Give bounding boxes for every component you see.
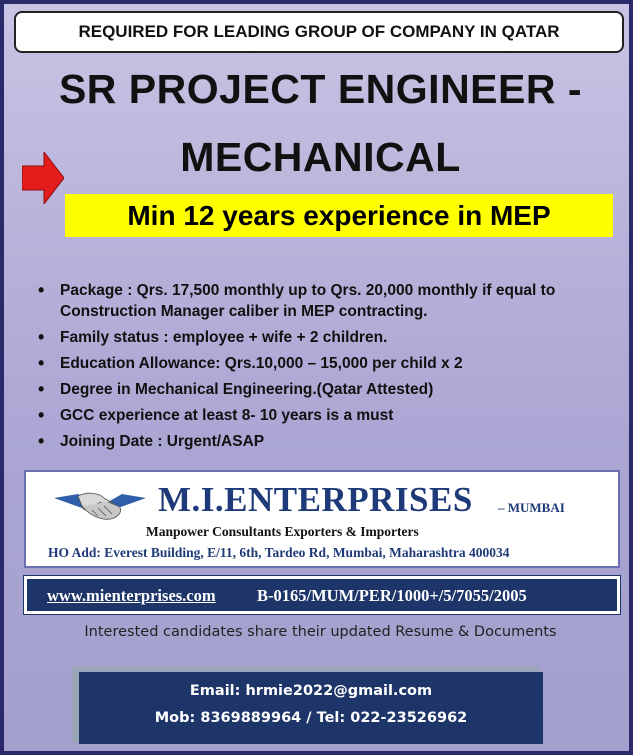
list-item: • Education Allowance: Qrs.10,000 – 15,000 per child x 2 — [34, 353, 614, 374]
company-tagline: Manpower Consultants Exporters & Importers — [146, 524, 419, 539]
banner-text: REQUIRED FOR LEADING GROUP OF COMPANY IN QATAR — [78, 22, 560, 41]
red-arrow-icon — [22, 152, 64, 204]
website-link[interactable]: www.mienterprises.com — [47, 586, 216, 605]
company-location: – MUMBAI — [498, 500, 565, 515]
contact-box — [79, 672, 543, 744]
company-name: M.I.ENTERPRISES — [158, 480, 473, 519]
website-bar — [24, 576, 620, 614]
company-box — [24, 470, 620, 568]
registration-number: B-0165/MUM/PER/1000+/5/7055/2005 — [257, 586, 527, 605]
experience-text: Min 12 years experience in MEP — [127, 199, 551, 231]
list-item: • GCC experience at least 8- 10 years is a must — [34, 405, 614, 426]
interest-text: Interested candidates share their updated Resume & Documents — [84, 624, 557, 640]
phone-line[interactable]: Mob: 8369889964 / Tel: 022-23526962 — [154, 710, 468, 726]
list-item: • Joining Date : Urgent/ASAP — [34, 431, 614, 452]
top-banner — [14, 11, 624, 53]
experience-highlight — [65, 194, 613, 237]
list-item: • Family status : employee + wife + 2 children. — [34, 327, 614, 348]
company-address: HO Add: Everest Building, E/11, 6th, Tardeo Rd, Mumbai, Maharashtra 400034 — [48, 545, 510, 560]
list-item: • Package : Qrs. 17,500 monthly up to Qrs. 20,000 monthly if equal to Construction Manager caliber in MEP contracting. — [34, 280, 614, 322]
list-item: • Degree in Mechanical Engineering.(Qatar Attested) — [34, 379, 614, 400]
job-title-line2: MECHANICAL — [180, 134, 461, 180]
email-line[interactable]: Email: hrmie2022@gmail.com — [189, 683, 433, 699]
job-details-list — [34, 280, 614, 457]
job-title-line1: SR PROJECT ENGINEER - — [58, 66, 583, 112]
handshake-icon — [52, 488, 148, 528]
